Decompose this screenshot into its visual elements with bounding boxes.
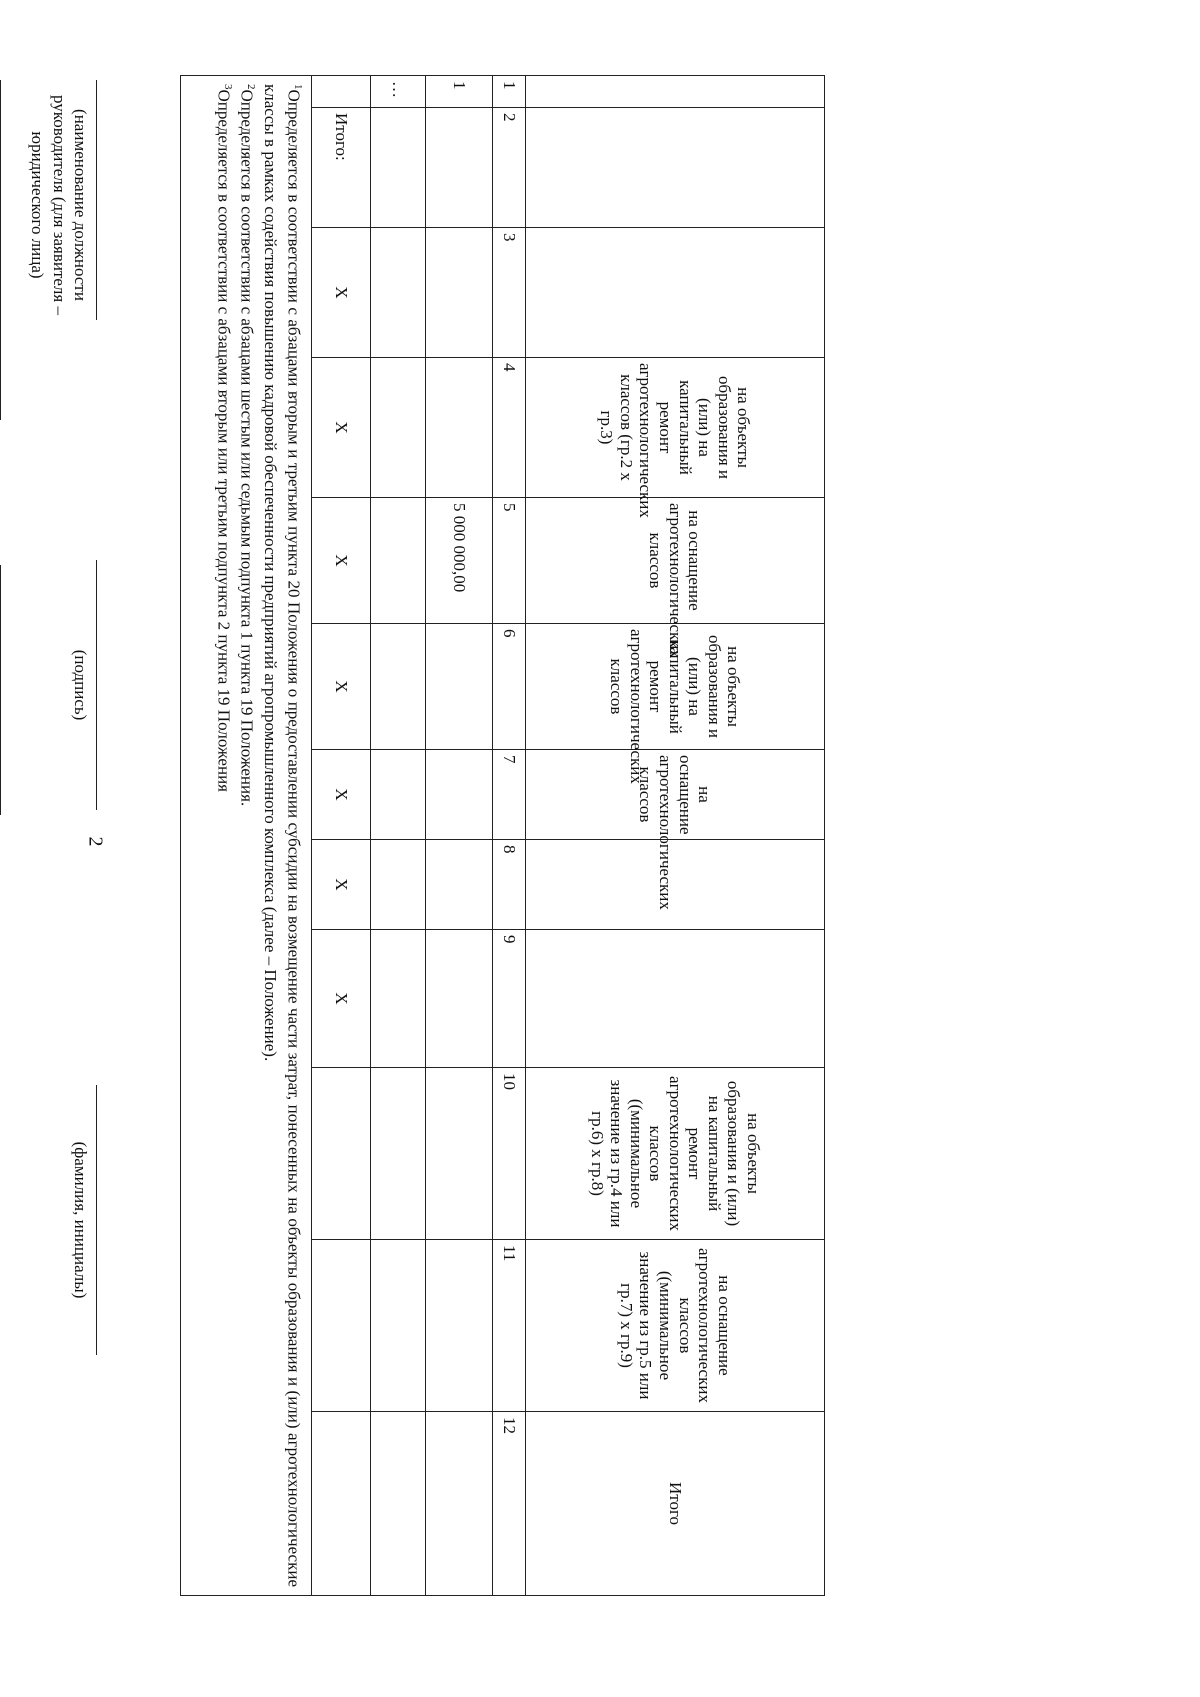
column-number: 3 <box>493 228 526 358</box>
table-cell <box>312 1412 371 1596</box>
name-line <box>96 1085 97 1355</box>
header-cell: на объекты образования и (или) на капитальный ремонт агротехнологических классов (гр.2 х гр.3) <box>526 358 825 498</box>
column-number: 11 <box>493 1240 526 1412</box>
table-cell <box>371 108 426 228</box>
column-number: 5 <box>493 498 526 624</box>
header-cell <box>526 228 825 358</box>
table-cell <box>371 840 426 930</box>
contact-signature-line <box>0 565 1 815</box>
table-cell <box>371 750 426 840</box>
column-number: 2 <box>493 108 526 228</box>
position-line <box>96 80 97 320</box>
table-cell <box>371 1068 426 1240</box>
table-cell <box>371 228 426 358</box>
subsidy-calculation-table <box>180 75 825 1596</box>
header-row <box>526 76 825 1596</box>
column-number: 8 <box>493 840 526 930</box>
table-cell: X <box>312 358 371 498</box>
table-cell <box>371 1240 426 1412</box>
footnotes-row <box>181 76 312 1596</box>
column-number: 4 <box>493 358 526 498</box>
column-number: 1 <box>493 76 526 108</box>
column-number: 9 <box>493 930 526 1068</box>
header-cell <box>526 76 825 108</box>
table-cell: 1 <box>426 76 493 108</box>
column-number: 7 <box>493 750 526 840</box>
column-number: 6 <box>493 624 526 750</box>
total-label: Итого: <box>312 108 371 228</box>
table-cell: X <box>312 750 371 840</box>
table-cell <box>312 1240 371 1412</box>
rotated-page-content <box>28 75 825 1595</box>
table-cell <box>426 358 493 498</box>
footnote-2: $^2$Определяется в соответствии с абзацами шестым или седьмым подпункта 1 пункта 19 Положения. <box>237 84 258 807</box>
table-cell <box>426 750 493 840</box>
table-cell <box>312 76 371 108</box>
table-cell <box>426 1240 493 1412</box>
table-cell <box>426 228 493 358</box>
column-number: 12 <box>493 1412 526 1596</box>
table-cell <box>426 1068 493 1240</box>
header-cell <box>526 108 825 228</box>
table-cell <box>371 498 426 624</box>
page-number: 2 <box>84 836 107 847</box>
header-cell <box>526 930 825 1068</box>
table-cell <box>426 930 493 1068</box>
table-row <box>371 76 426 1596</box>
column-number-row <box>493 76 526 1596</box>
table-cell: 5 000 000,00 <box>426 498 493 624</box>
header-cell: Итого <box>526 1412 825 1596</box>
position-caption: (наименование должности руководителя (для заявителя – юридического лица) <box>28 95 90 315</box>
table-cell <box>426 1412 493 1596</box>
table-cell <box>312 1068 371 1240</box>
table-cell <box>371 1412 426 1596</box>
table-cell <box>426 108 493 228</box>
table-cell <box>371 930 426 1068</box>
footnotes <box>181 76 312 1596</box>
column-number: 10 <box>493 1068 526 1240</box>
table-cell <box>371 624 426 750</box>
table-cell: … <box>371 76 426 108</box>
table-cell: X <box>312 228 371 358</box>
header-cell: на оснащение агротехнологических классов <box>526 750 825 840</box>
signature-caption: (подпись) <box>71 649 90 721</box>
header-cell: на объекты образования и (или) на капитальный ремонт агротехнологических классов <box>526 624 825 750</box>
table-cell: X <box>312 498 371 624</box>
signature-line <box>96 560 97 810</box>
footnote-3: $^3$Определяется в соответствии с абзацами вторым или третьим подпункта 2 пункта 19 Положения <box>214 84 234 792</box>
table-cell <box>371 358 426 498</box>
footnote-1: $^1$Определяется в соответствии с абзацами вторым и третьим пункта 20 Положения о предоставлении субсидии на возмещение части затрат, понесенных на объекты образования и (или) агротехнологические классы в рамках содействия повышению кадровой обеспеченности предприятий агропромышленного комплекса (далее – Положение). <box>261 84 304 1587</box>
signature-block <box>0 75 125 1595</box>
table-cell: X <box>312 624 371 750</box>
header-cell <box>526 840 825 930</box>
table-cell <box>426 840 493 930</box>
contact-line <box>0 80 1 420</box>
header-cell: на оснащение агротехнологических классов ((минимальное значение из гр.5 или гр.7) х гр.9) <box>526 1240 825 1412</box>
name-caption: (фамилия, инициалы) <box>71 1141 90 1299</box>
table-cell <box>426 624 493 750</box>
table-cell: X <box>312 840 371 930</box>
total-row <box>312 76 371 1596</box>
header-cell: на оснащение агротехнологических классов <box>526 498 825 624</box>
table-cell: X <box>312 930 371 1068</box>
header-cell: на объекты образования и (или) на капитальный ремонт агротехнологических классов ((минимальное значение из гр.4 или гр.6) х гр.8) <box>526 1068 825 1240</box>
table-row <box>426 76 493 1596</box>
